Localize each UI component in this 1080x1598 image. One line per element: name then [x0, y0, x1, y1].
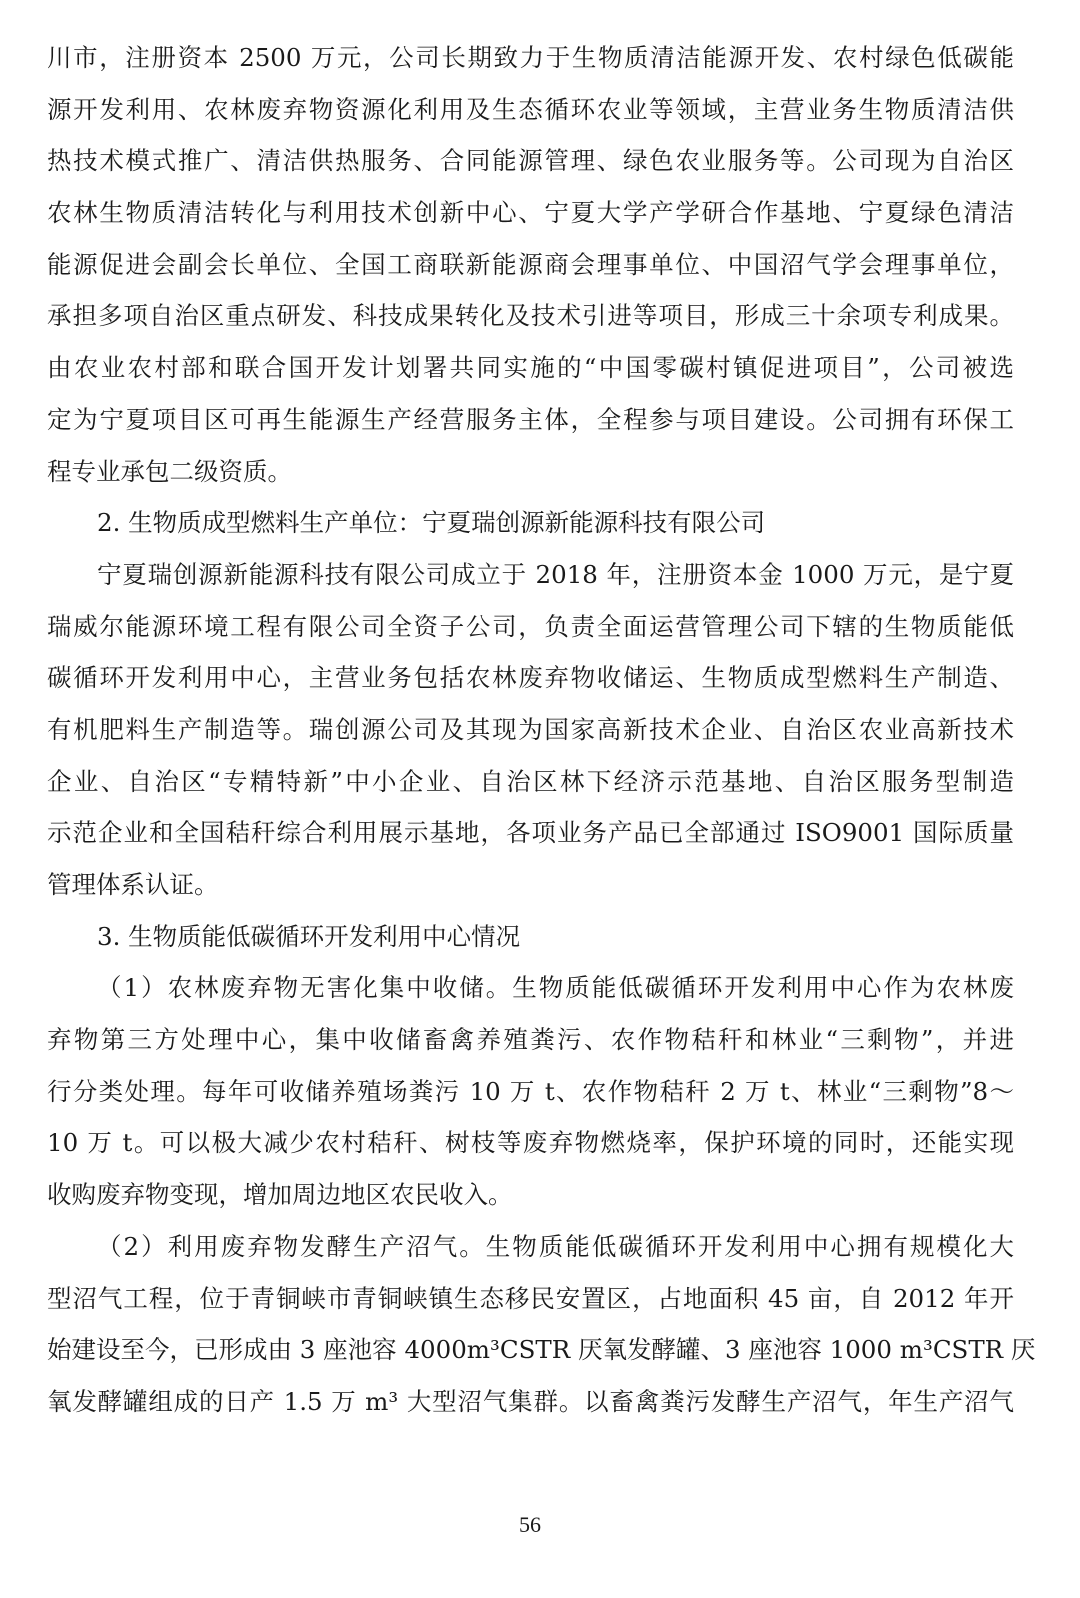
text-line: 收购废弃物变现，增加周边地区农民收入。 [47, 1180, 513, 1210]
text-line: 宁夏瑞创源新能源科技有限公司成立于 2018 年，注册资本金 1000 万元，是宁夏 [97, 559, 1014, 589]
section-heading [47, 911, 1014, 963]
text-line: （1）农林废弃物无害化集中收储。生物质能低碳循环开发利用中心作为农林废 [97, 973, 1014, 1003]
text-line: （2）利用废弃物发酵生产沼气。生物质能低碳循环开发利用中心拥有规模化大 [97, 1231, 1014, 1261]
text-line: 氧发酵罐组成的日产 1.5 万 m³ 大型沼气集群。以畜禽粪污发酵生产沼气，年生产沼气 [47, 1386, 1014, 1416]
paragraph [47, 1221, 1036, 1428]
text-line: 热技术模式推广、清洁供热服务、合同能源管理、绿色农业服务等。公司现为自治区 [47, 146, 1014, 176]
text-line: 示范企业和全国秸秆综合利用展示基地，各项业务产品已全部通过 ISO9001 国际质量 [47, 818, 1014, 848]
text-line: 2. 生物质成型燃料生产单位：宁夏瑞创源新能源科技有限公司 [97, 508, 766, 538]
text-line: 农林生物质清洁转化与利用技术创新中心、宁夏大学产学研合作基地、宁夏绿色清洁 [47, 198, 1014, 228]
text-line: 由农业农村部和联合国开发计划署共同实施的“中国零碳村镇促进项目”，公司被选 [47, 353, 1014, 383]
text-line: 川市，注册资本 2500 万元，公司长期致力于生物质清洁能源开发、农村绿色低碳能 [47, 43, 1014, 72]
document-body [47, 32, 1036, 1428]
text-line: 管理体系认证。 [47, 870, 219, 899]
text-line: 始建设至今，已形成由 3 座池容 4000m³CSTR 厌氧发酵罐、3 座池容 1000 m³CSTR 厌 [47, 1335, 1036, 1365]
text-line: 弃物第三方处理中心，集中收储畜禽养殖粪污、农作物秸秆和林业“三剩物”，并进 [47, 1025, 1014, 1055]
text-line: 型沼气工程，位于青铜峡市青铜峡镇生态移民安置区，占地面积 45 亩，自 2012 年开 [47, 1283, 1014, 1313]
paragraph [47, 962, 1014, 1220]
text-line: 碳循环开发利用中心，主营业务包括农林废弃物收储运、生物质成型燃料生产制造、 [47, 663, 1014, 693]
page-number: 56 [519, 1512, 541, 1537]
text-line: 承担多项自治区重点研发、科技成果转化及技术引进等项目，形成三十余项专利成果。 [47, 301, 1014, 331]
section-heading [47, 497, 1014, 549]
text-line: 程专业承包二级资质。 [47, 456, 292, 486]
text-line: 定为宁夏项目区可再生能源生产经营服务主体，全程参与项目建设。公司拥有环保工 [47, 404, 1014, 434]
text-line: 能源促进会副会长单位、全国工商联新能源商会理事单位、中国沼气学会理事单位， [47, 249, 1014, 279]
text-line: 3. 生物质能低碳循环开发利用中心情况 [97, 921, 521, 951]
text-line: 源开发利用、农林废弃物资源化利用及生态循环农业等领域，主营业务生物质清洁供 [47, 94, 1014, 124]
text-line: 10 万 t。可以极大减少农村秸秆、树枝等废弃物燃烧率，保护环境的同时，还能实现 [47, 1128, 1014, 1158]
paragraph [47, 32, 1014, 497]
text-line: 有机肥料生产制造等。瑞创源公司及其现为国家高新技术企业、自治区农业高新技术 [47, 714, 1014, 744]
paragraph [47, 549, 1014, 911]
text-line: 企业、自治区“专精特新”中小企业、自治区林下经济示范基地、自治区服务型制造 [47, 766, 1014, 796]
text-line: 瑞威尔能源环境工程有限公司全资子公司，负责全面运营管理公司下辖的生物质能低 [47, 611, 1014, 641]
text-line: 行分类处理。每年可收储养殖场粪污 10 万 t、农作物秸秆 2 万 t、林业“三剩物”8～ [47, 1076, 1014, 1106]
